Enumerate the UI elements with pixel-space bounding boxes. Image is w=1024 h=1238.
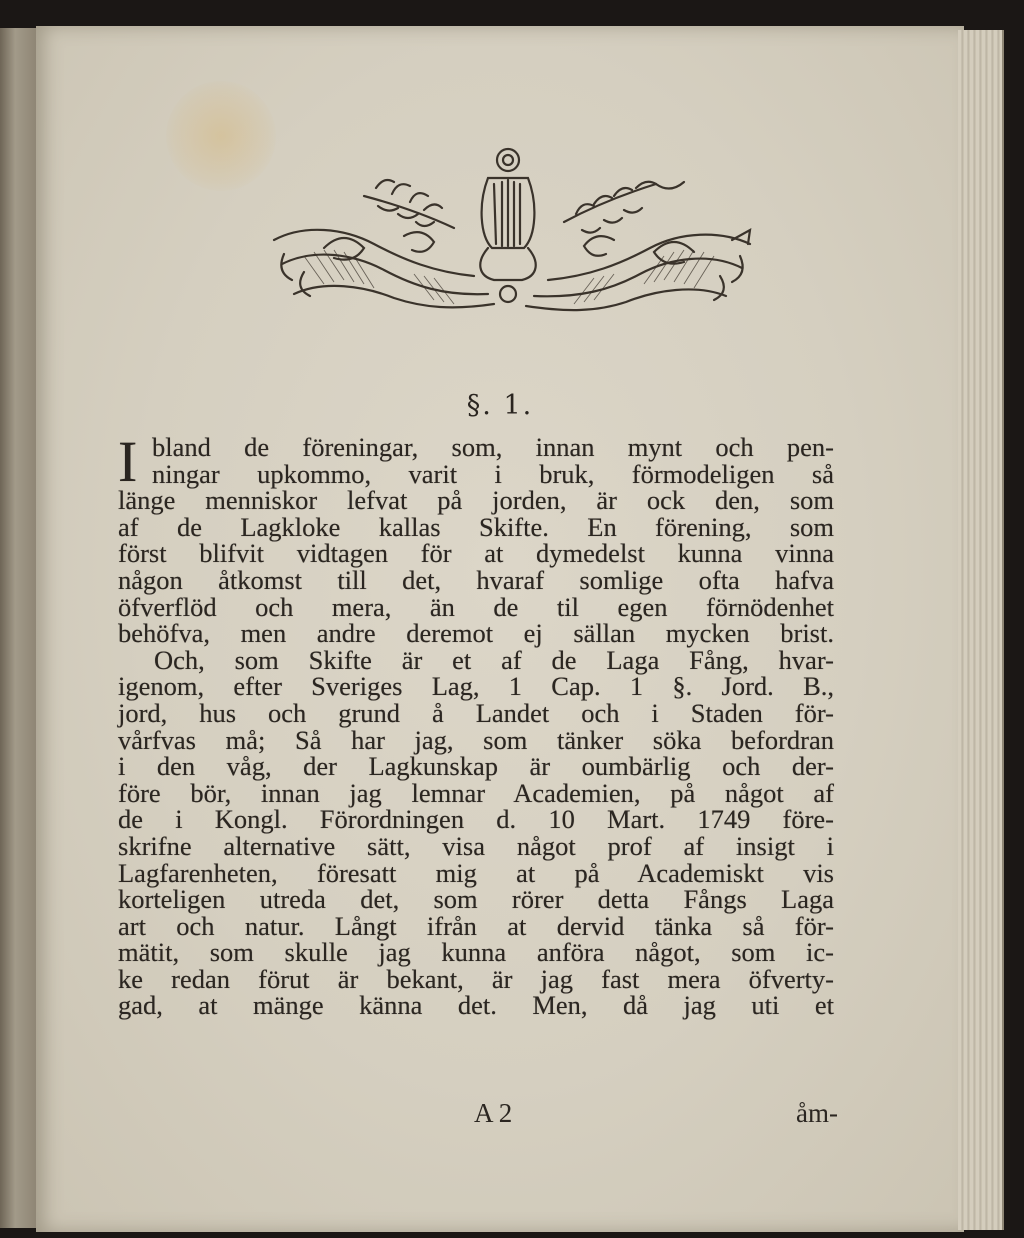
text-line: före bör, innan jag lemnar Academien, på något af bbox=[118, 777, 834, 808]
body-text bbox=[118, 429, 834, 1021]
text-line: af de Lagkloke kallas Skifte. En förening, som bbox=[118, 511, 834, 542]
page-stack-edge bbox=[958, 30, 1004, 1230]
text-line: jord, hus och grund å Landet och i Staden för- bbox=[118, 697, 834, 728]
text-line: art och natur. Långt ifrån at dervid tänka så för- bbox=[118, 910, 834, 941]
text-line: korteligen utreda det, som rörer detta Fångs Laga bbox=[118, 884, 834, 915]
text-line: Och, som Skifte är et af de Laga Fång, hvar- bbox=[154, 644, 834, 675]
signature-mark: A 2 bbox=[474, 1098, 513, 1128]
paper-stain bbox=[166, 81, 276, 191]
text-line: igenom, efter Sveriges Lag, 1 Cap. 1 §. Jord. B., bbox=[118, 671, 834, 702]
text-line: mätit, som skulle jag kunna anföra något, som ic- bbox=[118, 937, 834, 968]
text-line: bland de föreningar, som, innan mynt och pen- bbox=[152, 432, 834, 462]
page-footer bbox=[118, 1098, 838, 1128]
text-line: de i Kongl. Förordningen d. 10 Mart. 1749 före- bbox=[118, 804, 834, 835]
text-line: gad, at mänge känna det. Men, då jag uti et bbox=[118, 990, 834, 1021]
text-line: någon åtkomst till det, hvaraf somlige ofta hafva bbox=[118, 564, 834, 595]
facing-page-edge bbox=[0, 28, 38, 1228]
text-line: behöfva, men andre deremot ej sällan mycken brist. bbox=[118, 618, 834, 649]
text-line: öfverflöd och mera, än de til egen förnödenhet bbox=[118, 591, 834, 622]
text-line: ningar upkommo, varit i bruk, förmodeligen så bbox=[152, 458, 834, 489]
section-heading: §. 1. bbox=[466, 390, 534, 421]
page bbox=[36, 26, 964, 1232]
text-line: först blifvit vidtagen för at dymedelst kunna vinna bbox=[118, 538, 834, 569]
text-line: i den våg, der Lagkunskap är oumbärlig och der- bbox=[118, 751, 834, 782]
drop-cap: I bbox=[118, 429, 138, 494]
text-line: Lagfarenheten, föresatt mig at på Academiskt vis bbox=[118, 857, 834, 888]
catchword: åm- bbox=[796, 1098, 838, 1128]
text-line: skrifne alternative sätt, visa något prof af insigt i bbox=[118, 830, 834, 861]
text-line: ke redan förut är bekant, är jag fast mera öfverty- bbox=[118, 963, 834, 994]
text-line: länge menniskor lefvat på jorden, är ock den, som bbox=[118, 485, 834, 516]
lyre-ornament-icon bbox=[264, 144, 760, 328]
text-line: vårfvas må; Så har jag, som tänker söka befordran bbox=[118, 724, 834, 755]
